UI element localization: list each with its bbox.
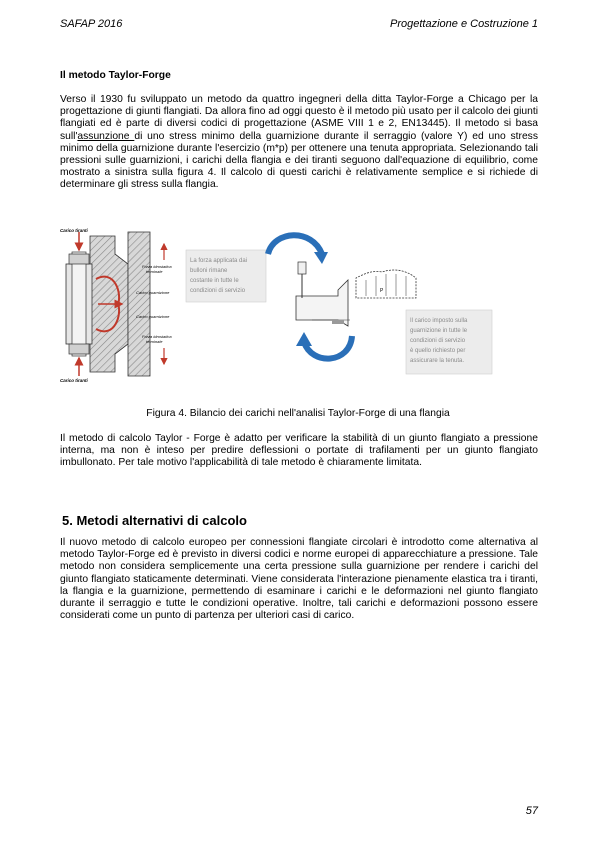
box1-line-4: condizioni di servizio (190, 288, 246, 294)
box2-line-3: condizioni di servizio (410, 338, 466, 344)
paragraph-alternative-methods: Il nuovo metodo di calcolo europeo per connessioni flangiate circolari è introdotto come alternativa al metodo Taylor-Forge ed è previsto in diversi codici e norme europei di apparecchiature a pressione. Tale metodo non considera semplicemente una certa pressione sulla guarnizione per rendere i carichi del giunto flangiato staticamente determinati. Viene considerata l'interazione pienamente elastica tra i tiranti, la flangia e la guarnizione, permettendo di esaminare i carichi e le deformazioni nel giunto flangiato durante il serraggio e tutte le condizioni operative. Inoltre, tali carichi e deformazioni possono essere considerati come un punto di partenza per ulteriori casi di carico. (60, 537, 538, 622)
pressure-diagram (356, 270, 416, 298)
flange-section-diagram (60, 228, 172, 383)
header-right: Progettazione e Costruzione 1 (390, 18, 538, 30)
section-heading-taylor-forge: Il metodo Taylor-Forge (60, 70, 171, 81)
label-carico-tiranti-bot: Carico tiranti (60, 378, 88, 383)
para1-underlined-word: assunzione (77, 130, 135, 142)
box2-line-2: guarnizione in tutte le (410, 328, 468, 334)
paragraph-taylor-forge (60, 94, 538, 192)
para1-text-b: di uno stress minimo della guarnizione durante il serraggio (valore Y) ed uno stress minimo della guarnizione durante l'esercizio (m*p) per ottenere una tenuta appropriata. Selezionando tali pressioni sulle guarnizioni, i carichi della flangia e dei tiranti seguono dall'equazione di equilibrio, come mostrato a sinistra sulla figura 4. Il calcolo di questi carichi è relativamente semplice e si richiede di determinare gli stress sulla flangia. (60, 130, 538, 191)
box2-line-5: assicurare la tenuta. (410, 358, 465, 364)
info-box-bolt-force (186, 250, 266, 302)
section-5-heading: 5. Metodi alternativi di calcolo (62, 513, 247, 528)
label-forza-idro-top-2: terminale (146, 269, 163, 274)
free-body-diagram (296, 262, 350, 326)
page-number: 57 (525, 805, 538, 817)
label-forza-idro-bot-2: terminale (146, 339, 163, 344)
box1-line-1: La forza applicata dai (190, 258, 248, 264)
curved-arrow-bottom-icon (304, 336, 352, 359)
label-carico-tiranti-top: Carico tiranti (60, 228, 88, 233)
label-p: P (380, 288, 384, 294)
box2-line-1: Il carico imposto sulla (410, 318, 468, 324)
box1-line-2: bulloni rimane (190, 268, 228, 274)
figure-caption: Figura 4. Bilancio dei carichi nell'analisi Taylor-Forge di una flangia (146, 408, 450, 419)
box1-line-3: costante in tutte le (190, 278, 239, 284)
curved-arrow-top-icon (268, 235, 322, 254)
box2-line-4: è quello richiesto per (410, 348, 466, 354)
label-carico-guarn-1: Carico guarnizione (136, 290, 170, 295)
paragraph-applicability: Il metodo di calcolo Taylor - Forge è adatto per verificare la stabilità di un giunto flangiato a pressione interna, ma non è inteso per predire deflessioni o portate di trafilamenti per un giunto flangiato imbullonato. Per tale motivo l'applicabilità di tale metodo è chiaramente limitata. (60, 433, 538, 469)
label-carico-guarn-2: Carico guarnizione (136, 314, 170, 319)
header-left: SAFAP 2016 (60, 18, 123, 30)
info-box-gasket-load (406, 310, 492, 374)
label-forza-idro-bot-1: Forza idrostatica (142, 334, 172, 339)
label-forza-idro-top-1: Forza idrostatica (142, 264, 172, 269)
figure-taylor-forge (60, 224, 500, 384)
para1-text-a: Verso il 1930 fu sviluppato un metodo da quattro ingegneri della ditta Taylor-Forge a Chicago per la progettazione di giunti flangiati. Da allora fino ad oggi questo è il metodo più usato per il calcolo dei giunti flangiati ed è parte di diversi codici di progettazione (ASME VIII 1 e 2, EN13445). Il metodo si basa sull' (60, 94, 538, 142)
